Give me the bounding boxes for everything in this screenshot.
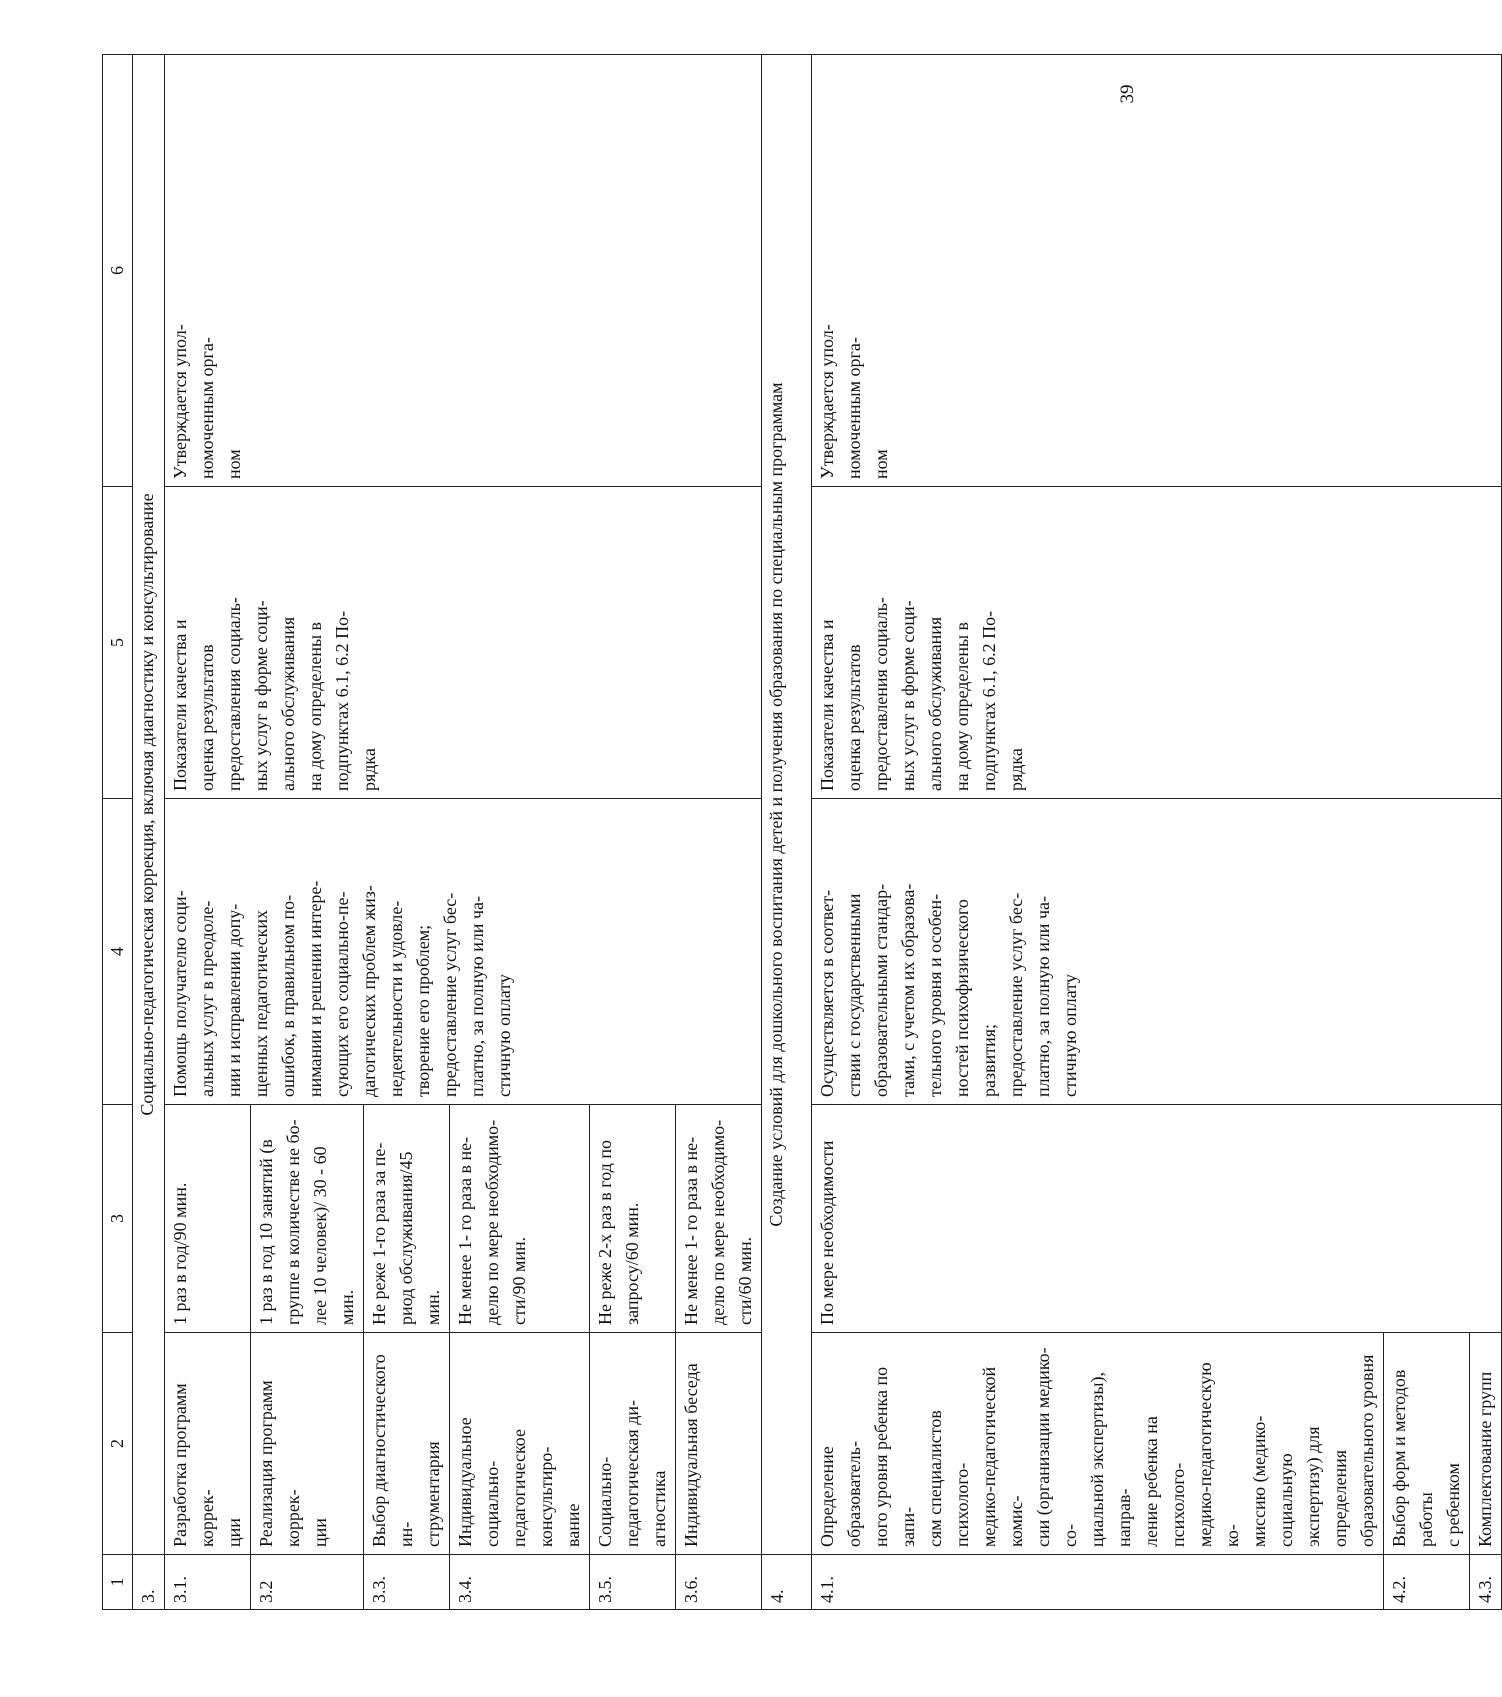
column-header: 6 [103, 55, 133, 487]
row-number: 3.5. [590, 1555, 676, 1610]
column-header: 5 [103, 487, 133, 799]
service-content: Помощь получателю соци- альных услуг в преодоле- нии и исправлении допу- щенных педагогических ошибок, в правильном по- нимании и решении интере- сующих его социально-пе- дагогических проблем жиз- недеятельности и удовле- творение его проблем; предоставление услуг бес- платно, за полную или ча- стичную оплату [165, 799, 762, 1105]
column-header: 3 [103, 1105, 133, 1333]
column-header: 2 [103, 1333, 133, 1555]
section-header-row [133, 55, 165, 1610]
section-header-row [762, 55, 812, 1610]
column-number-row [103, 55, 133, 1610]
service-name: Индивидуальное социально- педагогическое консультиро- вание [450, 1333, 590, 1555]
section-number: 3. [133, 1555, 165, 1610]
column-header: 1 [103, 1555, 133, 1610]
service-volume: Не реже 1-го раза за пе- риод обслуживания/45 мин. [364, 1105, 450, 1333]
table-sheet [102, 55, 1495, 1610]
service-conditions: Утверждается упол- номоченным орга- ном [812, 55, 1502, 487]
service-name: Комплектование групп [1470, 1333, 1502, 1555]
column-header: 4 [103, 799, 133, 1105]
service-volume: Не менее 1- го раза в не- делю по мере необходимо- сти/60 мин. [676, 1105, 762, 1333]
row-number: 3.6. [676, 1555, 762, 1610]
row-number: 3.2 [251, 1555, 364, 1610]
service-volume: 1 раз в год/90 мин. [165, 1105, 251, 1333]
section-title: Создание условий для дошкольного воспитания детей и получения образования по специальным программам [762, 55, 812, 1555]
service-name: Социально-педагогическая ди- агностика [590, 1333, 676, 1555]
service-name: Индивидуальная беседа [676, 1333, 762, 1555]
service-name: Выбор диагностического ин- струментария [364, 1333, 450, 1555]
page-number: 39 [1117, 84, 1138, 104]
row-number: 4.2. [1384, 1555, 1470, 1610]
table-row [165, 55, 251, 1610]
row-number: 4.3. [1470, 1555, 1502, 1610]
table-row [812, 55, 1384, 1610]
rotated-table-area [102, 55, 1495, 1610]
quality-indicators: Показатели качества и оценка результатов предоставления социаль- ных услуг в форме соци- ального обслуживания на дому определены в подпунктах 6.1, 6.2 По- рядка [165, 487, 762, 799]
service-volume: Не реже 2-х раз в год по запросу/60 мин. [590, 1105, 676, 1333]
service-name: Выбор форм и методов работы с ребенком [1384, 1333, 1470, 1555]
service-name: Реализация программ коррек- ции [251, 1333, 364, 1555]
service-name: Разработка программ коррек- ции [165, 1333, 251, 1555]
row-number: 3.1. [165, 1555, 251, 1610]
section-title: Социально-педагогическая коррекция, включая диагностику и консультирование [133, 55, 165, 1555]
service-volume: Не менее 1- го раза в не- делю по мере необходимо- сти/90 мин. [450, 1105, 590, 1333]
service-volume: 1 раз в год 10 занятий (в группе в количестве не бо- лее 10 человек)/ 30 - 60 мин. [251, 1105, 364, 1333]
row-number: 4.1. [812, 1555, 1384, 1610]
row-number: 3.4. [450, 1555, 590, 1610]
service-name: Определение образователь- ного уровня ребенка по запи- сям специалистов психолого- медико-педагогической комис- сии (организации медико-со- циальной экспертизы), направ- ление ребенка на психолого- медико-педагогическую ко- миссию (медико-социальную экспертизу) для определения образовательного уровня [812, 1333, 1384, 1555]
service-conditions: Утверждается упол- номоченным орга- ном [165, 55, 762, 487]
section-number: 4. [762, 1555, 812, 1610]
service-volume: По мере необходимости [812, 1105, 1502, 1333]
row-number: 3.3. [364, 1555, 450, 1610]
services-table [102, 54, 1502, 1610]
service-content: Осуществляется в соответ- ствии с государственными образовательными стандар- тами, с учетом их образова- тельного уровня и особен- ностей психофизического развития; предоставление услуг бес- платно, за полную или ча- стичную оплату [812, 799, 1502, 1105]
quality-indicators: Показатели качества и оценка результатов предоставления социаль- ных услуг в форме соци- ального обслуживания на дому определены в подпунктах 6.1, 6.2 По- рядка [812, 487, 1502, 799]
